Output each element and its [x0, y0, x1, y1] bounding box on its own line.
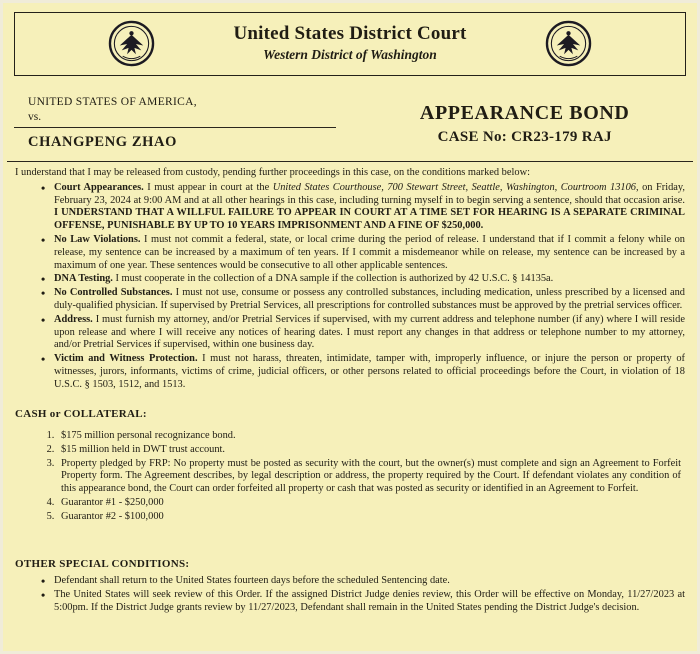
condition-title: Victim and Witness Protection. — [54, 353, 198, 365]
caption-title-block — [363, 96, 686, 151]
condition-text: I must not use, consume or possess any controlled substances, including medication, unless prescribed by a licensed and duly-qualified physician. If supervised by Pretrial Services, all prescriptions for controlled substances must be approved by the pretrial services officer. — [54, 287, 685, 311]
condition-text: I UNDERSTAND THAT A WILLFUL FAILURE TO APPEAR IN COURT AT A TIME SET FOR HEARING IS A SEPARATE CRIMINAL OFFENSE, PUNISHABLE BY UP TO 10 YEARS IMPRISONMENT AND A FINE OF $250,000. — [54, 207, 685, 232]
condition-text: I must appear in court at the — [143, 181, 273, 193]
special-conditions-list — [13, 575, 687, 614]
conditions-list — [13, 182, 687, 392]
document-title: APPEARANCE BOND — [419, 102, 630, 124]
condition-text: United States Courthouse, 700 Stewart Street, Seattle, Washington, Courtroom 13106 — [272, 181, 636, 193]
caption-parties — [14, 96, 363, 151]
condition-title: Court Appearances. — [54, 181, 144, 193]
case-number: CASE No: CR23-179 RAJ — [437, 129, 612, 145]
intro-paragraph: I understand that I may be released from custody, pending further proceedings in this case, on the conditions marked below: — [15, 167, 530, 178]
collateral-item: 4. Guarantor #1 - $250,000 — [57, 497, 681, 510]
condition-text: I must not harass, threaten, intimidate, tamper with, improperly influence, or injure the person or property of witnesses, jurors, informants, victims of crime, judicial officers, or other persons related to official proceedings before the Court, in violation of 18 U.S.C. § 1503, 1512, and 1513. — [54, 353, 685, 390]
collateral-item: 1. $175 million personal recognizance bond. — [57, 430, 681, 443]
special-conditions-heading: OTHER SPECIAL CONDITIONS: — [15, 557, 190, 570]
condition-text: , on Friday, February 23, 2024 at 9:00 AM and at all other hearings in this case, including turning myself in to begin serving a sentence, should that occasion arise. — [54, 181, 686, 206]
court-title: United States District Court — [233, 22, 467, 44]
condition-item — [41, 353, 685, 391]
condition-item — [41, 234, 685, 272]
caption-divider — [14, 127, 336, 128]
condition-text: I must furnish my attorney, and/or Pretrial Services if supervised, with my current address and telephone number (if any) where I will reside upon release and where I will receive any notices of hearing dates. I must report any changes in that address or telephone number to my attorney, and/or Pretrial Services if supervised, within one business day. — [54, 313, 685, 351]
condition-text: I must cooperate in the collection of a DNA sample if the collection is authorized by 42 U.S.C. § 14135a. — [112, 273, 554, 285]
collateral-item: 5. Guarantor #2 - $100,000 — [57, 511, 681, 524]
court-header-text — [233, 24, 466, 64]
condition-title: No Controlled Substances. — [54, 287, 173, 299]
versus-label: vs. — [28, 111, 42, 123]
document-body — [0, 162, 700, 615]
collateral-item: 2. $15 million held in DWT trust account. — [57, 444, 681, 457]
condition-item — [41, 287, 685, 313]
special-condition-item: • Defendant shall return to the United States fourteen days before the scheduled Sentencing date. — [41, 575, 685, 588]
defendant-name: CHANGPENG ZHAO — [28, 134, 177, 150]
court-seal-icon — [545, 20, 592, 67]
court-header — [14, 12, 686, 76]
condition-title: Address. — [54, 313, 93, 325]
condition-item — [41, 182, 685, 233]
special-condition-item: • The United States will seek review of this Order. If the assigned District Judge denies review, this Order will be effective on Monday, 11/27/2023 at 5:00pm. If the District Judge grants review by 11/27/2023, Defendant shall remain in the United States pending the District Judge's decision. — [41, 589, 685, 615]
condition-item — [41, 314, 685, 352]
collateral-heading: CASH or COLLATERAL: — [15, 407, 147, 420]
case-caption — [14, 96, 686, 151]
plaintiff-name: UNITED STATES OF AMERICA, — [28, 96, 197, 108]
court-seal-icon — [108, 20, 155, 67]
condition-text: I must not commit a federal, state, or local crime during the period of release. I understand that if I commit a felony while on release, my sentence can be increased by a maximum of ten years. If I commit a misdemeanor while on release, my sentence can be increased by a maximum of one year. These sentences would be consecutive to all other applicable sentences. — [54, 233, 685, 271]
condition-item — [41, 273, 685, 286]
collateral-list — [13, 430, 687, 524]
court-subtitle: Western District of Washington — [263, 47, 437, 63]
collateral-item: 3. Property pledged by FRP: No property must be posted as security with the court, but the owner(s) must complete and sign an Agreement to Forfeit Property form. The Agreement describes, by legal description or address, the property required by the Court. If defendant violates any condition of this appearance bond, the Court can order forfeited all property or cash that was posted as security or identified in an Agreement to Forfeit. — [57, 458, 681, 496]
condition-title: No Law Violations. — [54, 233, 141, 245]
condition-title: DNA Testing. — [54, 273, 113, 285]
